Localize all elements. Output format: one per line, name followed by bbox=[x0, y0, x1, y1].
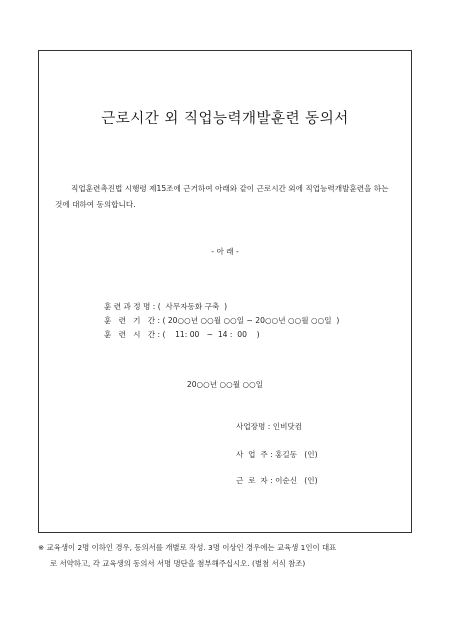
section-heading: - 아 래 - bbox=[211, 247, 239, 256]
footnote bbox=[38, 540, 416, 572]
employee-label: 근 로 자 : bbox=[236, 476, 273, 485]
footnote-line-1: ※ 교육생이 2명 이하인 경우, 동의서를 개별로 작성. 3명 이상인 경우에는 교육생 1인이 대표 bbox=[38, 543, 337, 552]
footnote-line-2: 로 서약하고, 각 교육생의 동의서 서명 명단을 첨부해주십시오. (별첨 서식 참조) bbox=[50, 559, 306, 568]
training-course-value: ( 사무자동화 구축 ) bbox=[157, 302, 228, 311]
company-name-row bbox=[236, 421, 302, 432]
document-title: 근로시간 외 직업능력개발훈련 동의서 bbox=[101, 111, 349, 127]
employee-value: 이순신 (인) bbox=[275, 476, 318, 485]
training-time-row bbox=[104, 329, 260, 340]
employer-row bbox=[236, 449, 318, 460]
training-period-row bbox=[104, 315, 339, 326]
intro-paragraph: 직업훈련촉진법 시행령 제15조에 근거하여 아래와 같이 근로시간 외에 직업능력개발훈련을 하는 것에 대하여 동의합니다. bbox=[55, 184, 389, 209]
training-course-label: 훈 련 과 정 명 : bbox=[104, 302, 156, 311]
employer-value: 홍길동 (인) bbox=[275, 450, 318, 459]
training-course-row bbox=[104, 301, 227, 312]
training-period-value: ( 20○○년 ○○월 ○○일 ~ 20○○년 ○○월 ○○일 ) bbox=[162, 316, 340, 325]
training-period-label: 훈 련 기 간 : bbox=[104, 316, 161, 325]
employee-row bbox=[236, 475, 318, 486]
document-date: 20○○년 ○○월 ○○일 bbox=[186, 380, 264, 389]
company-name-value: 인비닷컴 bbox=[272, 422, 303, 431]
company-name-label: 사업장명 : bbox=[236, 422, 271, 431]
training-time-label: 훈 련 시 간 : bbox=[104, 330, 161, 339]
employer-label: 사 업 주 : bbox=[236, 450, 273, 459]
consent-form-frame bbox=[38, 50, 412, 533]
training-time-value: ( 11: 00 ~ 14 : 00 ) bbox=[162, 330, 260, 339]
